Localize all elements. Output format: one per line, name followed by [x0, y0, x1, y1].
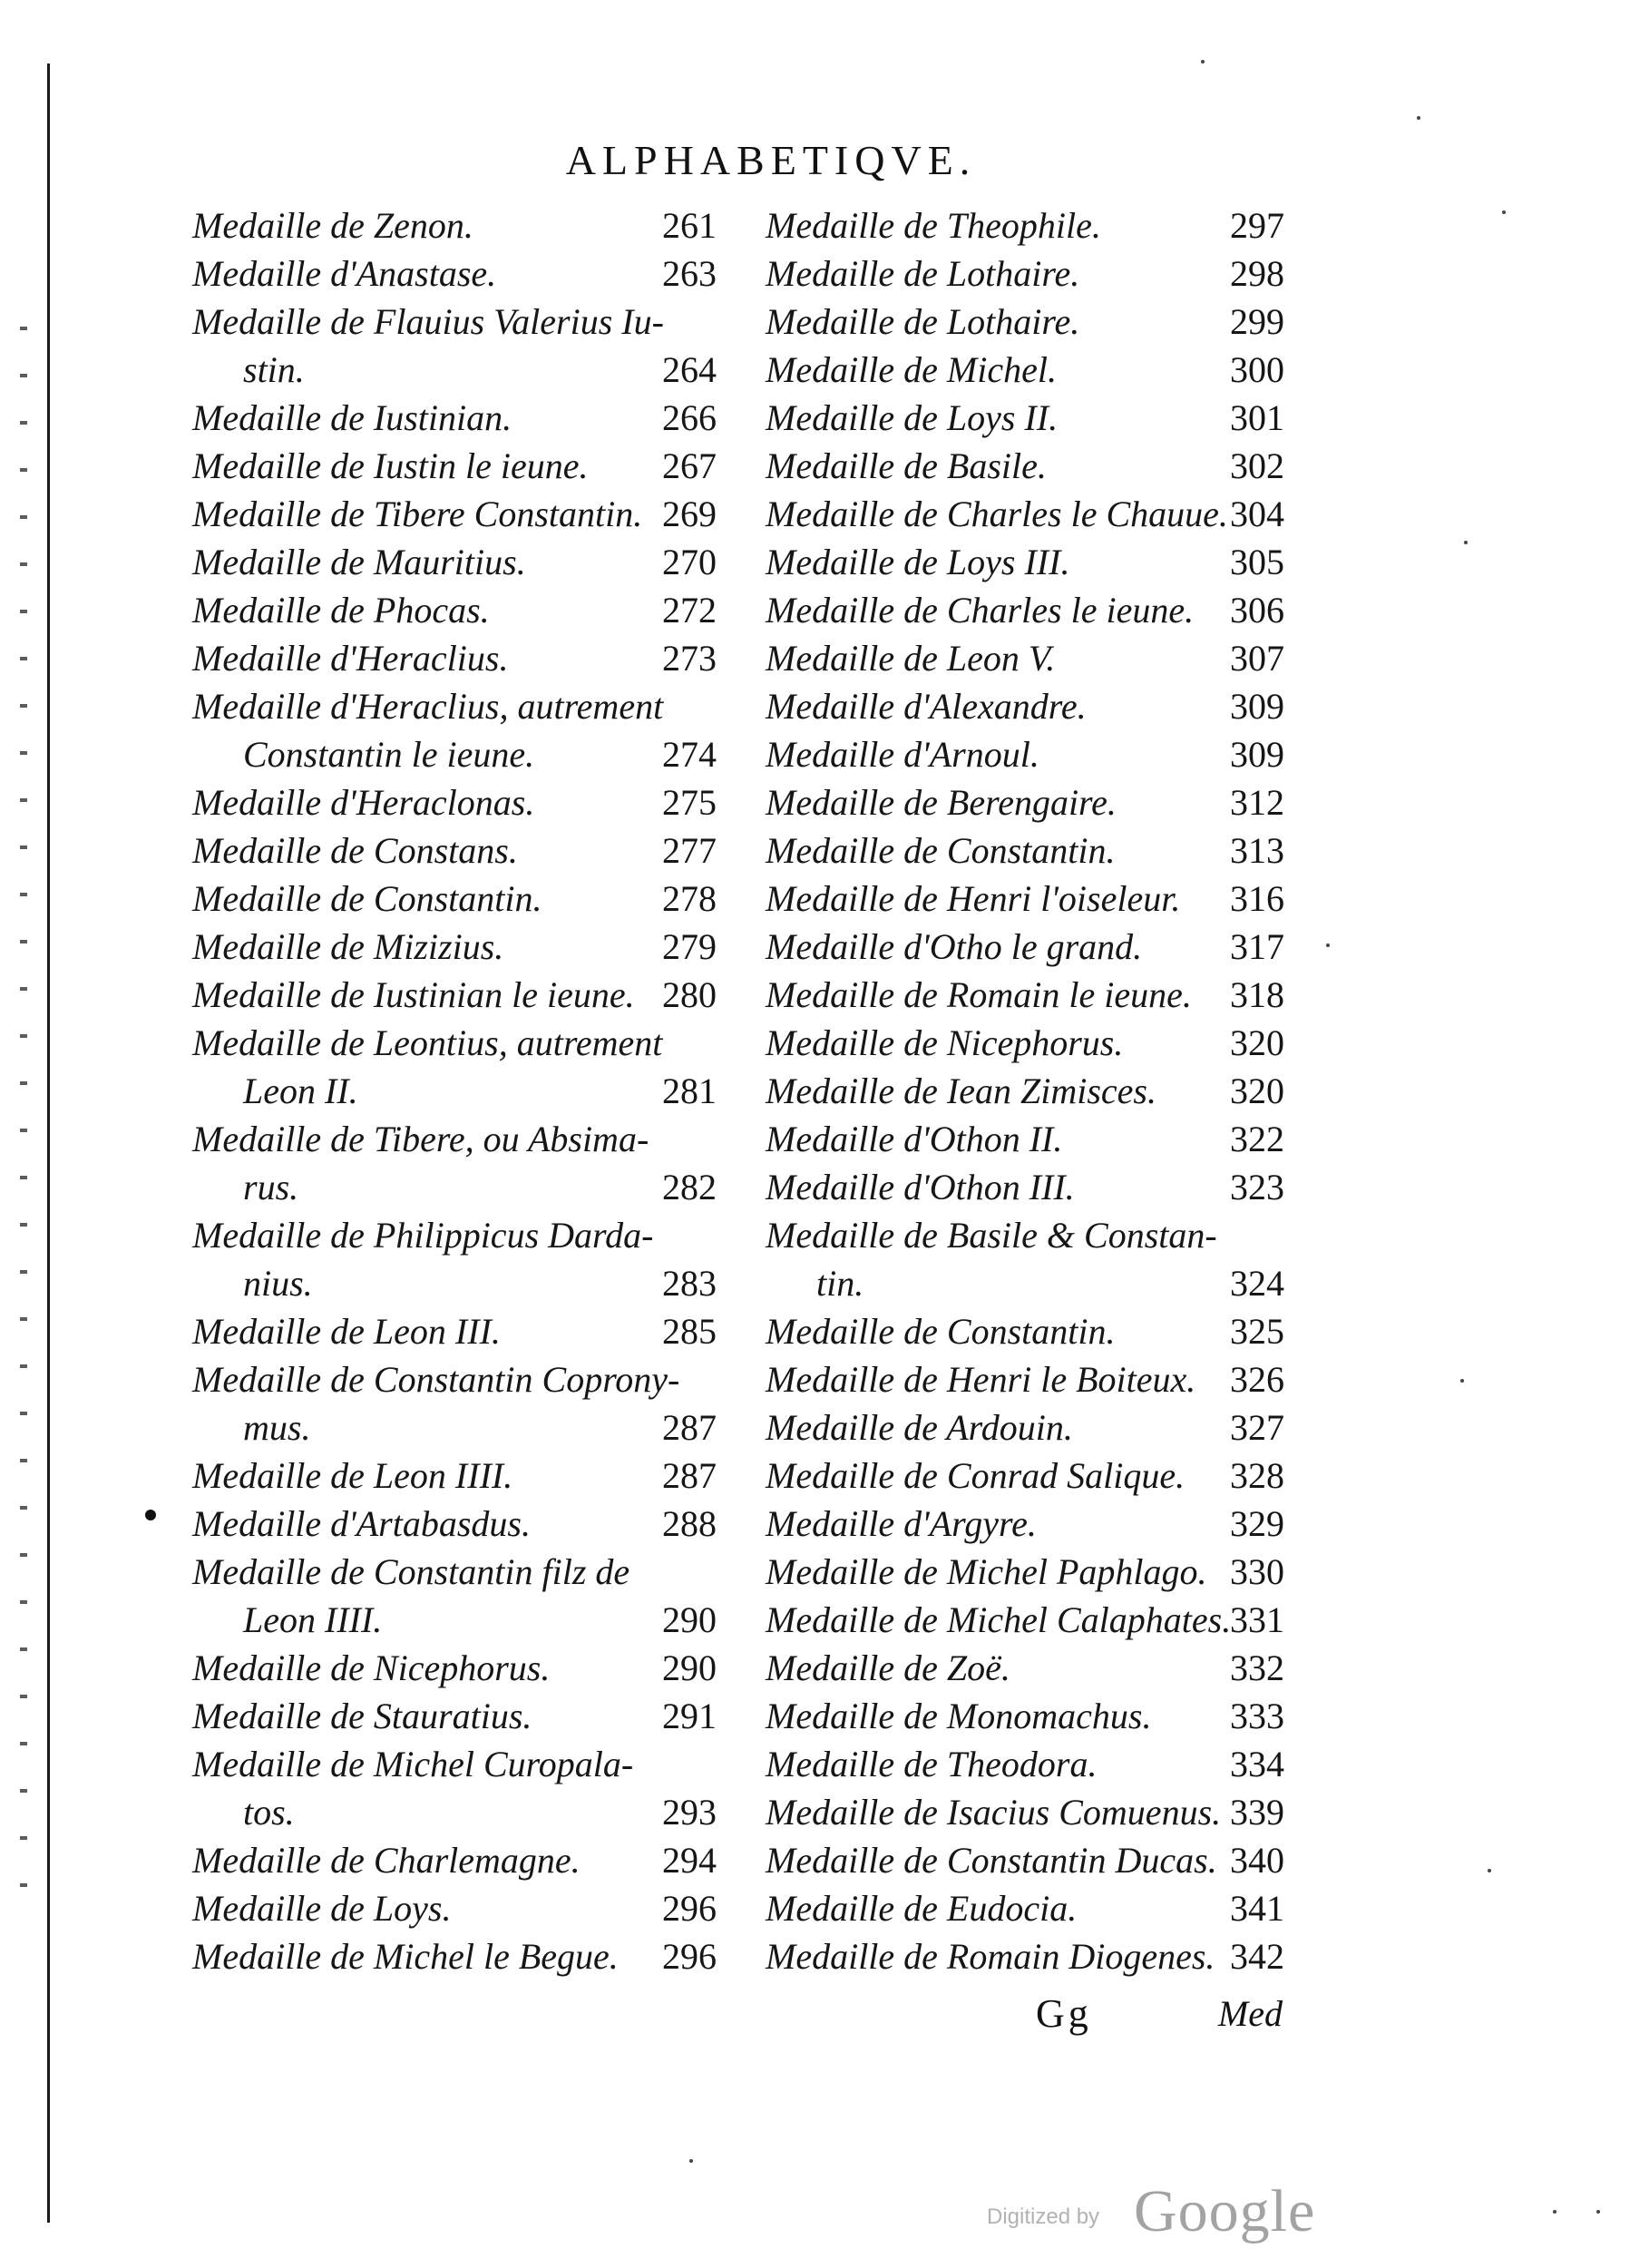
entry-page-number: 317 [1230, 926, 1284, 967]
entry-page-number: 339 [1230, 1792, 1284, 1833]
index-entry [192, 1452, 717, 1500]
entry-title: Medaille de Theophile. [766, 205, 1101, 246]
index-entry-continuation [192, 1596, 717, 1644]
index-entry [192, 538, 717, 586]
index-entry [192, 778, 717, 826]
index-entry [766, 826, 1284, 875]
entry-page-number: 312 [1230, 782, 1284, 823]
entry-page-number: 282 [662, 1167, 717, 1207]
entry-title: Medaille de Flauius Valerius Iu- [192, 301, 664, 342]
entry-title: stin. [243, 349, 305, 390]
entry-page-number: 331 [1230, 1599, 1284, 1640]
entry-page-number: 278 [662, 878, 717, 919]
index-entry [766, 971, 1284, 1019]
entry-page-number: 281 [662, 1070, 717, 1111]
entry-page-number: 309 [1230, 734, 1284, 775]
entry-title: Medaille de Constans. [192, 830, 518, 871]
index-entry [766, 1019, 1284, 1067]
entry-title: Medaille de Loys III. [766, 542, 1070, 582]
entry-page-number: 290 [662, 1599, 717, 1640]
entry-title: Medaille de Constantin. [192, 878, 542, 919]
index-entry [192, 971, 717, 1019]
entry-title: Medaille de Constantin Ducas. [766, 1840, 1217, 1881]
entry-title: tos. [243, 1792, 295, 1833]
entry-title: Medaille de Romain le ieune. [766, 974, 1192, 1015]
index-entry [766, 1403, 1284, 1452]
index-entry-continuation [192, 1067, 717, 1115]
entry-page-number: 273 [662, 638, 717, 679]
entry-page-number: 340 [1230, 1840, 1284, 1881]
entry-title: Medaille de Constantin Coprony- [192, 1359, 680, 1400]
entry-title: Medaille de Basile. [766, 445, 1047, 486]
index-entry [766, 1692, 1284, 1740]
entry-page-number: 288 [662, 1503, 717, 1544]
entry-title: Medaille de Zenon. [192, 205, 473, 246]
index-entry [192, 442, 717, 490]
digitized-watermark [987, 2177, 1350, 2244]
index-entry [766, 1644, 1284, 1692]
entry-title: Medaille de Mauritius. [192, 542, 526, 582]
entry-title: Medaille de Iustinian. [192, 397, 512, 438]
watermark-prefix: Digitized by [987, 2204, 1100, 2229]
entry-title: mus. [243, 1407, 311, 1448]
index-entry [192, 1932, 717, 1980]
entry-title: Medaille de Henri l'oiseleur. [766, 878, 1181, 919]
entry-page-number: 334 [1230, 1744, 1284, 1784]
entry-page-number: 287 [662, 1407, 717, 1448]
entry-title: Medaille de Henri le Boiteux. [766, 1359, 1196, 1400]
index-entry [192, 1019, 717, 1067]
index-entry-continuation [192, 730, 717, 778]
entry-page-number: 301 [1230, 397, 1284, 438]
catchword: Med [1217, 1993, 1283, 2034]
entry-title: Medaille de Constantin filz de [192, 1551, 630, 1592]
entry-title: Medaille de Stauratius. [192, 1696, 532, 1736]
index-entry [192, 1836, 717, 1884]
left-margin-rule [47, 64, 50, 2223]
entry-title: Medaille d'Anastase. [192, 253, 497, 294]
entry-title: Medaille de Loys. [192, 1888, 452, 1929]
entry-page-number: 279 [662, 926, 717, 967]
entry-page-number: 261 [662, 205, 717, 246]
left-margin-marks [13, 327, 34, 2050]
entry-title: Medaille de Theodora. [766, 1744, 1098, 1784]
entry-page-number: 323 [1230, 1167, 1284, 1207]
index-entry [766, 1307, 1284, 1355]
entry-page-number: 329 [1230, 1503, 1284, 1544]
index-entry [766, 394, 1284, 442]
index-entry [192, 826, 717, 875]
entry-title: Medaille de Nicephorus. [192, 1647, 551, 1688]
entry-title: Medaille d'Alexandre. [766, 686, 1087, 727]
index-column-left [192, 201, 717, 1980]
entry-title: Medaille de Iean Zimisces. [766, 1070, 1156, 1111]
entry-title: Medaille de Conrad Salique. [766, 1455, 1186, 1496]
index-entry [192, 1740, 717, 1788]
index-entry [766, 1067, 1284, 1115]
entry-page-number: 300 [1230, 349, 1284, 390]
index-entry [192, 249, 717, 298]
entry-title: Medaille de Philippicus Darda- [192, 1215, 654, 1256]
index-entry [766, 1500, 1284, 1548]
index-entry [766, 1355, 1284, 1403]
entry-page-number: 333 [1230, 1696, 1284, 1736]
entry-page-number: 263 [662, 253, 717, 294]
entry-title: Medaille de Loys II. [766, 397, 1059, 438]
entry-title: Medaille de Michel Calaphates. [766, 1599, 1232, 1640]
index-entry [192, 298, 717, 346]
entry-title: Medaille de Michel le Begue. [192, 1936, 619, 1977]
index-entry-continuation [192, 346, 717, 394]
index-entry-continuation [192, 1259, 717, 1307]
entry-page-number: 306 [1230, 590, 1284, 631]
entry-title: Medaille d'Heraclius. [192, 638, 509, 679]
entry-title: Medaille de Isacius Comuenus. [766, 1792, 1222, 1833]
entry-page-number: 320 [1230, 1022, 1284, 1063]
entry-title: Medaille de Constantin. [766, 1311, 1116, 1352]
entry-page-number: 318 [1230, 974, 1284, 1015]
entry-title: Medaille de Charlemagne. [192, 1840, 581, 1881]
entry-page-number: 322 [1230, 1119, 1284, 1159]
entry-title: Medaille de Michel Curopala- [192, 1744, 634, 1784]
index-entry [766, 1788, 1284, 1836]
entry-page-number: 290 [662, 1647, 717, 1688]
entry-title: Medaille d'Argyre. [766, 1503, 1037, 1544]
entry-title: Medaille d'Othon III. [766, 1167, 1075, 1207]
entry-page-number: 275 [662, 782, 717, 823]
entry-title: rus. [243, 1167, 299, 1207]
entry-title: Medaille de Tibere Constantin. [192, 494, 643, 534]
entry-page-number: 294 [662, 1840, 717, 1881]
google-logo: Google [1134, 2178, 1316, 2244]
entry-title: Medaille de Berengaire. [766, 782, 1117, 823]
entry-page-number: 291 [662, 1696, 717, 1736]
entry-title: Medaille d'Artabasdus. [192, 1503, 531, 1544]
index-entry [766, 1740, 1284, 1788]
index-entry [192, 1884, 717, 1932]
entry-page-number: 324 [1230, 1263, 1284, 1304]
index-entry [766, 682, 1284, 730]
entry-title: Medaille de Basile & Constan- [766, 1215, 1217, 1256]
entry-page-number: 287 [662, 1455, 717, 1496]
entry-title: Medaille de Charles le ieune. [766, 590, 1195, 631]
index-entry [766, 730, 1284, 778]
entry-title: Medaille de Leon III. [192, 1311, 501, 1352]
page-header: ALPHABETIQVE. [565, 137, 977, 183]
index-entry [192, 1355, 717, 1403]
entry-page-number: 285 [662, 1311, 717, 1352]
entry-title: Medaille de Mizizius. [192, 926, 504, 967]
entry-title: Constantin le ieune. [243, 734, 535, 775]
entry-page-number: 332 [1230, 1647, 1284, 1688]
entry-title: Medaille de Zoë. [766, 1647, 1010, 1688]
entry-title: Medaille de Eudocia. [766, 1888, 1078, 1929]
index-entry [766, 1115, 1284, 1163]
index-entry [192, 1115, 717, 1163]
index-entry [766, 1452, 1284, 1500]
entry-title: Medaille de Ardouin. [766, 1407, 1073, 1448]
entry-page-number: 283 [662, 1263, 717, 1304]
index-entry [766, 586, 1284, 634]
entry-page-number: 341 [1230, 1888, 1284, 1929]
entry-title: Medaille de Lothaire. [766, 301, 1080, 342]
index-entry [192, 490, 717, 538]
index-entry [766, 634, 1284, 682]
entry-page-number: 296 [662, 1936, 717, 1977]
index-entry [192, 1692, 717, 1740]
index-entry [192, 201, 717, 249]
entry-title: Medaille de Leon IIII. [192, 1455, 513, 1496]
index-entry [766, 778, 1284, 826]
entry-title: Medaille de Iustinian le ieune. [192, 974, 635, 1015]
index-entry [766, 201, 1284, 249]
index-entry [192, 923, 717, 971]
entry-title: Medaille de Iustin le ieune. [192, 445, 589, 486]
index-entry [766, 1932, 1284, 1980]
entry-page-number: 325 [1230, 1311, 1284, 1352]
index-entry [192, 1644, 717, 1692]
entry-page-number: 313 [1230, 830, 1284, 871]
entry-page-number: 304 [1230, 494, 1284, 534]
entry-page-number: 280 [662, 974, 717, 1015]
index-entry [766, 249, 1284, 298]
entry-page-number: 298 [1230, 253, 1284, 294]
entry-page-number: 267 [662, 445, 717, 486]
entry-page-number: 305 [1230, 542, 1284, 582]
entry-page-number: 328 [1230, 1455, 1284, 1496]
entry-title: Medaille d'Heraclius, autrement [192, 686, 664, 727]
entry-page-number: 320 [1230, 1070, 1284, 1111]
index-entry [192, 1307, 717, 1355]
index-entry [766, 1211, 1284, 1259]
index-entry [766, 490, 1284, 538]
entry-page-number: 274 [662, 734, 717, 775]
index-entry [192, 682, 717, 730]
entry-page-number: 270 [662, 542, 717, 582]
entry-page-number: 302 [1230, 445, 1284, 486]
index-entry [766, 923, 1284, 971]
entry-page-number: 307 [1230, 638, 1284, 679]
entry-page-number: 299 [1230, 301, 1284, 342]
entry-title: Medaille de Tibere, ou Absima- [192, 1119, 649, 1159]
index-entry [192, 1211, 717, 1259]
entry-page-number: 342 [1230, 1936, 1284, 1977]
entry-page-number: 277 [662, 830, 717, 871]
index-entry [766, 538, 1284, 586]
index-entry [766, 1163, 1284, 1211]
index-entry-continuation [192, 1163, 717, 1211]
index-entry [766, 442, 1284, 490]
index-entry [766, 1884, 1284, 1932]
entry-page-number: 330 [1230, 1551, 1284, 1592]
entry-title: Medaille de Michel Paphlago. [766, 1551, 1207, 1592]
entry-title: Medaille d'Othon II. [766, 1119, 1063, 1159]
index-entry [192, 394, 717, 442]
entry-page-number: 272 [662, 590, 717, 631]
index-entry [192, 1500, 717, 1548]
entry-title: Leon II. [243, 1070, 358, 1111]
entry-page-number: 316 [1230, 878, 1284, 919]
entry-title: tin. [816, 1263, 864, 1304]
entry-page-number: 264 [662, 349, 717, 390]
index-entry [192, 875, 717, 923]
entry-title: Medaille de Constantin. [766, 830, 1116, 871]
index-entry [192, 1548, 717, 1596]
index-column-right [766, 201, 1284, 1980]
entry-title: Medaille de Lothaire. [766, 253, 1080, 294]
index-entry [766, 346, 1284, 394]
entry-page-number: 293 [662, 1792, 717, 1833]
signature-mark: Gg [1036, 1991, 1092, 2036]
entry-title: Medaille de Leon V. [766, 638, 1056, 679]
index-entry [766, 1548, 1284, 1596]
entry-page-number: 266 [662, 397, 717, 438]
entry-title: Medaille d'Otho le grand. [766, 926, 1143, 967]
entry-title: Leon IIII. [243, 1599, 383, 1640]
entry-title: Medaille de Monomachus. [766, 1696, 1152, 1736]
ink-dot [145, 1510, 156, 1520]
entry-title: Medaille de Phocas. [192, 590, 490, 631]
entry-title: Medaille d'Arnoul. [766, 734, 1039, 775]
index-entry-continuation [192, 1788, 717, 1836]
entry-title: Medaille de Leontius, autrement [192, 1022, 663, 1063]
entry-title: nius. [243, 1263, 313, 1304]
index-entry [766, 1596, 1284, 1644]
index-entry [192, 586, 717, 634]
entry-page-number: 327 [1230, 1407, 1284, 1448]
entry-title: Medaille de Romain Diogenes. [766, 1936, 1215, 1977]
index-entry-continuation [192, 1403, 717, 1452]
entry-title: Medaille de Charles le Chauue. [766, 494, 1228, 534]
entry-title: Medaille d'Heraclonas. [192, 782, 535, 823]
index-entry [766, 875, 1284, 923]
index-entry [766, 1836, 1284, 1884]
entry-title: Medaille de Michel. [766, 349, 1057, 390]
index-entry [192, 634, 717, 682]
entry-page-number: 309 [1230, 686, 1284, 727]
index-entry [766, 298, 1284, 346]
index-entry-continuation [766, 1259, 1284, 1307]
entry-page-number: 269 [662, 494, 717, 534]
entry-page-number: 296 [662, 1888, 717, 1929]
entry-page-number: 326 [1230, 1359, 1284, 1400]
entry-title: Medaille de Nicephorus. [766, 1022, 1124, 1063]
entry-page-number: 297 [1230, 205, 1284, 246]
